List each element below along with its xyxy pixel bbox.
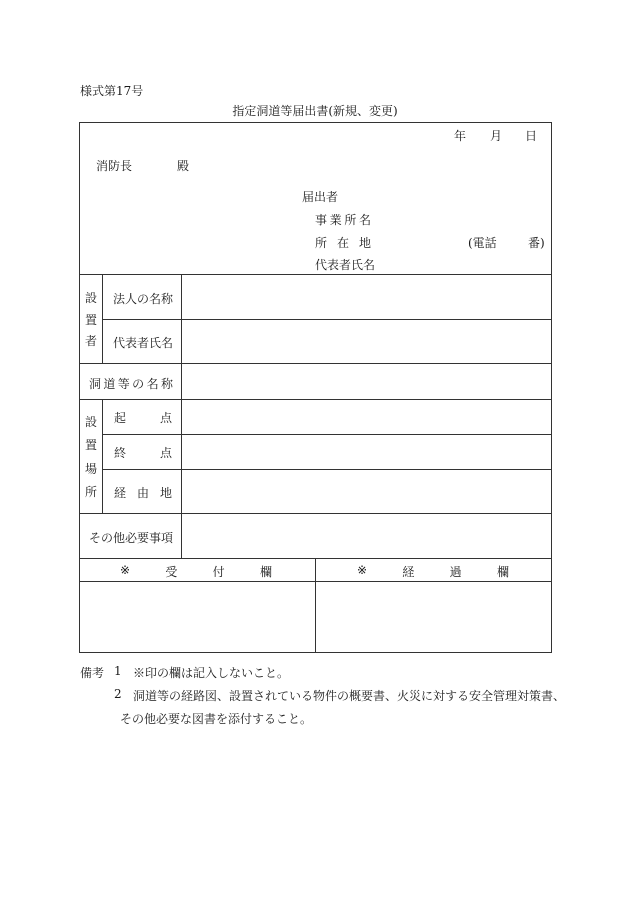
end-point-label [114, 444, 172, 461]
route-char-1: 経 [114, 486, 127, 500]
start-point-char-2: 点 [159, 411, 172, 425]
divider-end [102, 469, 552, 470]
divider-location-end [79, 513, 552, 514]
divider-vertical-footer [315, 558, 316, 653]
divider-vertical-installer [102, 274, 103, 363]
document-title: 指定洞道等届出書(新規、変更) [232, 104, 398, 118]
divider-tunnel-name [79, 399, 552, 400]
tunnel-name-label [89, 375, 173, 392]
progress-char-2: 過 [449, 565, 462, 579]
progress-char-3: 欄 [496, 565, 509, 579]
location-char-1: 所 [315, 236, 328, 250]
phone-label: (電話 [468, 236, 497, 250]
location-group-label [84, 413, 98, 500]
honorific-label: 殿 [177, 159, 190, 173]
form-number: 様式第17号 [80, 84, 144, 98]
installer-char-2: 置 [84, 312, 97, 327]
tunnel-name-char-2: 道 [103, 377, 116, 391]
location-char-2: 在 [336, 236, 349, 250]
note-2-number: 2 [114, 687, 122, 701]
corporate-name-label: 法人の名称 [113, 292, 174, 306]
start-point-char-1: 起 [114, 411, 127, 425]
notifier-label: 届出者 [302, 190, 339, 204]
installer-char-1: 設 [84, 291, 97, 305]
note-2-line-1: 洞道等の経路図、設置されている物件の概要書、火災に対する安全管理対策書、 [133, 689, 566, 703]
reception-char-3: 欄 [259, 565, 272, 579]
tunnel-name-char-1: 洞 [89, 377, 102, 391]
location-group-char-4: 所 [84, 484, 97, 499]
note-1-text: ※印の欄は記入しないこと。 [133, 666, 290, 680]
phone-suffix: 番) [528, 236, 545, 250]
end-point-char-1: 終 [114, 446, 127, 460]
divider-installer-end [79, 363, 552, 364]
office-name-label [315, 211, 371, 228]
tunnel-name-char-6: 称 [160, 377, 173, 391]
location-group-char-1: 設 [84, 415, 97, 429]
divider-vertical-label-location [181, 399, 182, 558]
route-char-3: 地 [159, 486, 172, 500]
route-char-2: 由 [136, 486, 149, 500]
office-name-char-1: 事 [315, 213, 328, 227]
reception-char-1: 受 [165, 565, 178, 579]
divider-start [102, 434, 552, 435]
date-day-label: 日 [525, 129, 538, 143]
divider-vertical-location [102, 399, 103, 513]
date-year-label: 年 [454, 129, 467, 143]
date-month-label: 月 [490, 129, 503, 143]
tunnel-name-char-4: の [132, 377, 145, 391]
reception-mark: ※ [120, 563, 131, 577]
notes-heading: 備考 [80, 666, 105, 680]
divider-vertical-label-name [181, 363, 182, 399]
divider-installer [102, 319, 552, 320]
reception-char-2: 付 [212, 565, 225, 579]
addressee-label: 消防長 [96, 159, 133, 173]
start-point-label [114, 409, 172, 426]
route-label [114, 484, 172, 501]
location-group-char-3: 場 [84, 461, 97, 476]
office-name-char-3: 所 [344, 213, 357, 227]
divider-header [79, 274, 552, 275]
tunnel-name-char-5: 名 [146, 377, 159, 391]
divider-vertical-label-installer [181, 274, 182, 363]
note-1-number: 1 [114, 664, 122, 678]
location-char-3: 地 [358, 236, 371, 250]
representative-label: 代表者氏名 [315, 258, 376, 272]
installer-char-3: 者 [84, 334, 97, 348]
office-name-char-4: 名 [358, 213, 371, 227]
progress-char-1: 経 [402, 565, 415, 579]
location-label [315, 234, 371, 251]
installer-group-label [84, 289, 98, 349]
reception-column-header [120, 563, 272, 580]
office-name-char-2: 業 [329, 213, 342, 227]
end-point-char-2: 点 [159, 446, 172, 460]
other-items-label: その他必要事項 [89, 531, 174, 545]
progress-mark: ※ [357, 563, 368, 577]
note-2-line-2: その他必要な図書を添付すること。 [120, 712, 313, 726]
progress-column-header [357, 563, 509, 580]
tunnel-name-char-3: 等 [117, 377, 130, 391]
representative-name-label: 代表者氏名 [113, 336, 174, 350]
location-group-char-2: 置 [84, 438, 97, 453]
